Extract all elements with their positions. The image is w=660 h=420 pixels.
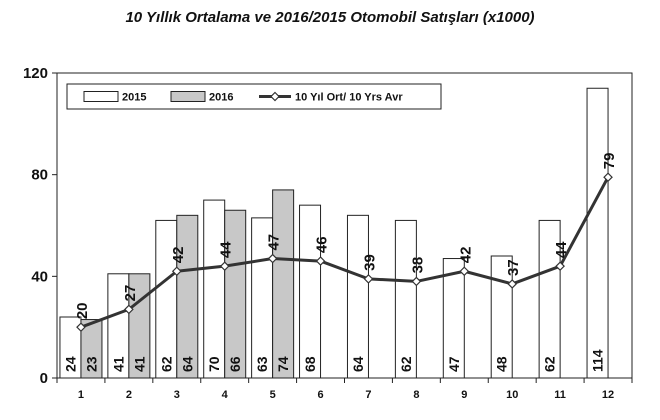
bar-value-label: 64 [179, 356, 196, 372]
x-tick-label: 2 [125, 389, 132, 401]
bar-2015-12 [587, 88, 608, 378]
bar-value-label: 114 [589, 349, 606, 372]
bar-value-label: 64 [349, 356, 366, 372]
x-tick-label: 11 [554, 389, 566, 401]
bar-value-label: 62 [541, 356, 558, 372]
chart-title: 10 Yıllık Ortalama ve 2016/2015 Otomobil Satışları (x1000) [125, 9, 535, 26]
legend-swatch-2015 [84, 92, 118, 102]
bar-value-label: 70 [206, 356, 223, 372]
y-tick-label: 40 [31, 268, 48, 286]
average-value-label: 44 [217, 241, 235, 259]
x-tick-label: 10 [506, 389, 519, 401]
x-tick-label: 4 [221, 389, 228, 401]
legend-swatch-2016 [171, 92, 205, 102]
bar-value-label: 23 [83, 356, 100, 372]
bar-2016-5 [273, 190, 294, 378]
average-value-label: 79 [601, 152, 619, 170]
bars [60, 88, 608, 378]
legend-label-2015: 2015 [122, 91, 147, 104]
bar-2015-7 [347, 215, 368, 378]
bar-value-label: 47 [445, 356, 462, 372]
bar-value-label: 41 [110, 356, 127, 372]
average-value-label: 47 [265, 233, 283, 251]
y-tick-label: 120 [22, 65, 48, 82]
bar-value-label: 63 [254, 356, 271, 372]
average-value-label: 20 [73, 302, 91, 320]
bar-2015-8 [395, 220, 416, 378]
x-tick-label: 8 [413, 389, 420, 401]
average-value-label: 42 [457, 246, 475, 264]
bar-2016-4 [225, 210, 246, 378]
legend [67, 84, 441, 109]
legend-label-2016: 2016 [209, 91, 234, 104]
average-value-label: 42 [169, 246, 187, 264]
y-tick-label: 0 [39, 370, 48, 387]
average-value-label: 38 [409, 256, 427, 274]
x-tick-label: 12 [601, 389, 615, 401]
bar-value-label: 62 [397, 356, 414, 372]
bar-value-label: 62 [158, 356, 175, 372]
bar-value-label: 68 [302, 356, 319, 372]
bar-value-label: 24 [62, 356, 79, 372]
bar-value-label: 74 [275, 356, 292, 372]
bar-2015-3 [156, 220, 177, 378]
x-tick-label: 6 [317, 389, 324, 401]
legend-label-average: 10 Yıl Ort/ 10 Yrs Avr [295, 91, 403, 104]
x-tick-label: 3 [173, 389, 180, 401]
bar-value-label: 66 [227, 356, 244, 372]
bar-value-label: 48 [493, 356, 510, 372]
bar-value-label: 41 [131, 356, 148, 372]
average-value-label: 39 [361, 254, 379, 271]
average-value-label: 44 [553, 241, 571, 259]
bar-2015-6 [300, 205, 321, 378]
x-tick-label: 5 [269, 389, 276, 401]
y-tick-label: 80 [31, 166, 48, 184]
bar-2016-3 [177, 215, 198, 378]
x-tick-label: 1 [77, 389, 85, 401]
bar-2015-4 [204, 200, 225, 378]
x-tick-label: 7 [365, 389, 372, 401]
average-value-label: 37 [505, 259, 523, 276]
average-value-label: 46 [313, 236, 331, 254]
average-value-label: 27 [121, 284, 139, 302]
x-tick-label: 9 [461, 389, 468, 401]
